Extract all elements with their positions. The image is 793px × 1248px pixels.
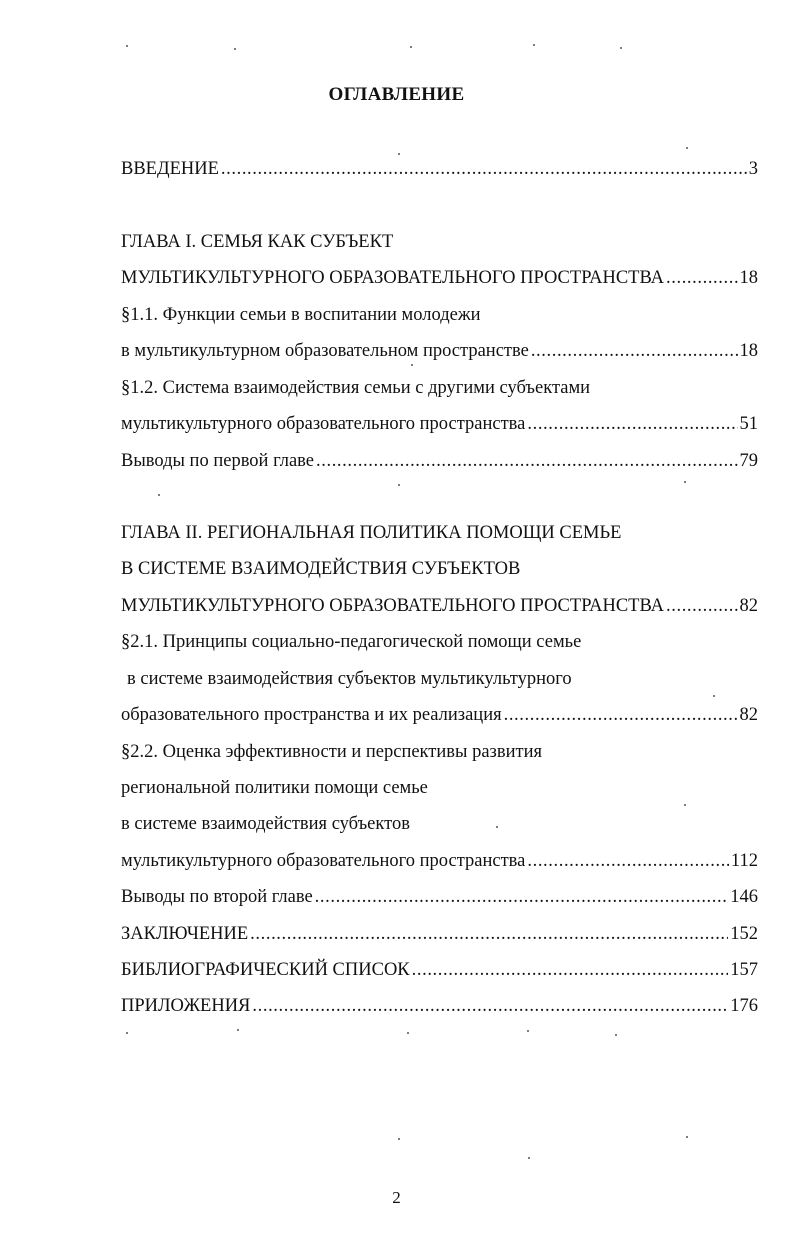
toc-section-2-2-heading-line-3: в системе взаимодействия субъектов [121,814,410,834]
scan-speck [398,484,400,486]
dot-leader [666,594,737,618]
toc-chapter-2 [121,594,758,618]
toc-entry-text: БИБЛИОГРАФИЧЕСКИЙ СПИСОК [121,960,410,980]
toc-section-1-2-heading: §1.2. Система взаимодействия семьи с другими субъектами [121,378,591,398]
page-title: ОГЛАВЛЕНИЕ [328,84,465,105]
toc-entry-page: 51 [739,414,758,434]
dot-leader [252,994,728,1018]
scan-speck [713,695,715,697]
toc-entry-page: 146 [730,887,758,907]
scan-speck [237,1029,239,1031]
scan-speck [410,46,412,48]
toc-entry-page: 112 [730,851,758,871]
scan-speck [234,48,236,50]
toc-entry-page: 157 [730,960,758,980]
toc-entry-text: ВВЕДЕНИЕ [121,159,219,179]
toc-chapter-1 [121,266,758,290]
toc-section-1-1-heading: §1.1. Функции семьи в воспитании молодежи [121,305,481,325]
toc-conclusions-chapter-2 [121,885,758,909]
page-number: 2 [392,1188,401,1207]
toc-entry-text: в мультикультурном образовательном пространстве [121,341,529,361]
scan-speck [126,45,128,47]
toc-section-1-2 [121,412,758,436]
toc-appendices [121,994,758,1018]
toc-chapter-1-heading: ГЛАВА I. СЕМЬЯ КАК СУБЪЕКТ [121,232,394,252]
scan-speck [411,364,413,366]
scan-speck [686,147,688,149]
toc-section-2-1-heading-line-2: в системе взаимодействия субъектов мультикультурного [127,669,572,689]
toc-entry-page: 18 [739,268,758,288]
toc-entry-text: Выводы по первой главе [121,451,315,471]
toc-entry-page: 152 [730,924,758,944]
dot-leader [527,412,737,436]
toc-entry-text: ЗАКЛЮЧЕНИЕ [121,924,249,944]
toc-chapter-2-heading-line-2: В СИСТЕМЕ ВЗАИМОДЕЙСТВИЯ СУБЪЕКТОВ [121,559,521,579]
toc-entry-introduction [121,157,758,181]
scan-speck [398,153,400,155]
dot-leader [412,958,729,982]
toc-entry-page: 3 [748,159,758,179]
toc-entry-text: образовательного пространства и их реализация [121,705,502,725]
dot-leader [504,703,738,727]
dot-leader [316,449,737,473]
dot-leader [531,339,738,363]
dot-leader [527,849,729,873]
dot-leader [666,266,737,290]
scan-speck [615,1034,617,1036]
toc-chapter-2-heading-line-1: ГЛАВА II. РЕГИОНАЛЬНАЯ ПОЛИТИКА ПОМОЩИ СЕМЬЕ [121,523,622,543]
scan-speck [686,1136,688,1138]
toc-section-2-2-heading-line-1: §2.2. Оценка эффективности и перспективы развития [121,742,542,762]
scan-speck [527,1030,529,1032]
toc-entry-page: 18 [739,341,758,361]
toc-entry-page: 82 [739,596,758,616]
toc-entry-page: 176 [730,996,758,1016]
toc-entry-text: Выводы по второй главе [121,887,313,907]
toc-entry-text: ПРИЛОЖЕНИЯ [121,996,251,1016]
toc-section-2-2 [121,849,758,873]
dot-leader [221,157,747,181]
toc-entry-text: МУЛЬТИКУЛЬТУРНОГО ОБРАЗОВАТЕЛЬНОГО ПРОСТРАНСТВА [121,596,665,616]
toc-entry-page: 82 [739,705,758,725]
scan-speck [684,481,686,483]
toc-entry-text: мультикультурного образовательного пространства [121,414,526,434]
scan-speck [398,1138,400,1140]
dot-leader [250,922,728,946]
toc-section-2-1 [121,703,758,727]
toc-bibliography [121,958,758,982]
toc-conclusions-chapter-1 [121,449,758,473]
scan-speck [407,1032,409,1034]
toc-entry-text: МУЛЬТИКУЛЬТУРНОГО ОБРАЗОВАТЕЛЬНОГО ПРОСТРАНСТВА [121,268,665,288]
toc-section-1-1 [121,339,758,363]
toc-entry-text: мультикультурного образовательного пространства [121,851,526,871]
toc-entry-page: 79 [739,451,758,471]
scan-speck [158,494,160,496]
scan-speck [533,44,535,46]
toc-conclusion [121,922,758,946]
scan-speck [620,47,622,49]
toc-section-2-2-heading-line-2: региональной политики помощи семье [121,778,428,798]
scan-speck [528,1157,530,1159]
scan-speck [126,1032,128,1034]
toc-section-2-1-heading-line-1: §2.1. Принципы социально-педагогической помощи семье [121,632,582,652]
scan-speck [684,804,686,806]
scan-speck [496,826,498,828]
dot-leader [315,885,729,909]
